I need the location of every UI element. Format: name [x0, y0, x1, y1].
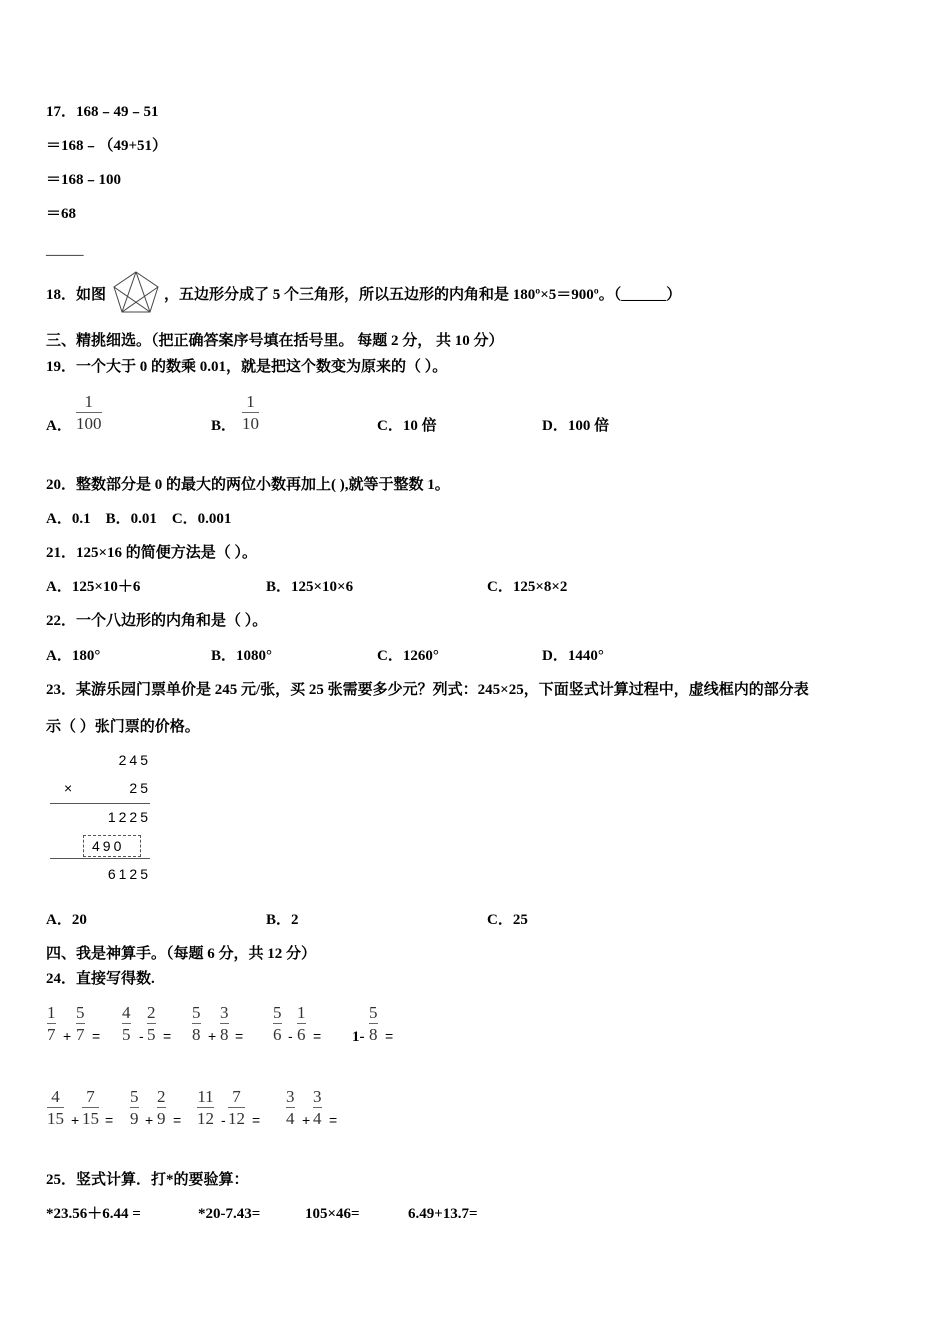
operator: -	[221, 1112, 226, 1128]
operator: +	[302, 1112, 311, 1128]
fraction: 5 9	[130, 1087, 139, 1128]
q23-option-b: B．2	[266, 912, 299, 928]
fraction: 7 15	[82, 1087, 99, 1128]
q19-stem: 19．一个大于 0 的数乘 0.01，就是把这个数变为原来的（ ）。	[46, 359, 448, 375]
q22-option-d: D．1440°	[542, 648, 604, 664]
q17-line-2: ＝168﹣（49+51）	[46, 138, 168, 154]
section3-title: 三、精挑细选。（把正确答案序号填在括号里。 每题 2 分， 共 10 分）	[46, 333, 504, 349]
fraction: 2 9	[157, 1087, 166, 1128]
fraction-numerator: 1	[84, 392, 93, 411]
q19-option-a-label: A．	[46, 418, 72, 434]
equals-sign: =	[173, 1112, 182, 1128]
q24-stem: 24．直接写得数.	[46, 971, 155, 987]
vertical-row-multiplicand: 245	[118, 752, 151, 768]
q17-line-3: ＝168﹣100	[46, 172, 122, 188]
q20-stem: 20．整数部分是 0 的最大的两位小数再加上( ),就等于整数 1。	[46, 477, 450, 493]
q19-option-b-label: B．	[211, 418, 237, 434]
q22-option-c: C．1260°	[377, 648, 439, 664]
q23-vertical-multiplication	[46, 750, 156, 890]
fraction: 5 8	[192, 1003, 201, 1044]
equals-sign: =	[163, 1028, 172, 1044]
q19-option-a-fraction	[76, 392, 102, 433]
q23-stem-line-1: 23．某游乐园门票单价是 245 元/张，买 25 张需要多少元？列式：245×25，下面竖式计算过程中，虚线框内的部分表	[46, 682, 809, 698]
fraction: 1 6	[297, 1003, 306, 1044]
fraction: 4 15	[47, 1087, 64, 1128]
vertical-partial-product-1: 1225	[107, 809, 151, 825]
q25-stem: 25．竖式计算．打*的要验算：	[46, 1172, 249, 1188]
equals-sign: =	[235, 1028, 244, 1044]
operator: +	[71, 1112, 80, 1128]
q22-option-a: A．180°	[46, 648, 101, 664]
fraction-denominator: 100	[76, 414, 102, 433]
q25-item-1: *23.56＋6.44 =	[46, 1206, 141, 1222]
q19-option-d: D．100 倍	[542, 418, 610, 434]
fraction: 4 5	[122, 1003, 131, 1044]
q22-stem: 22．一个八边形的内角和是（ ）。	[46, 613, 268, 629]
fraction-numerator: 1	[246, 392, 255, 411]
equals-sign: =	[252, 1112, 261, 1128]
operator: -	[288, 1028, 293, 1044]
q19-option-c: C．10 倍	[377, 418, 437, 434]
fraction: 3 4	[286, 1087, 295, 1128]
vertical-rule-2	[50, 858, 150, 859]
vertical-row-multiplier: 25	[129, 780, 151, 796]
q21-option-b: B．125×10×6	[266, 579, 354, 595]
fraction: 5 6	[273, 1003, 282, 1044]
section4-title: 四、我是神算手。（每题 6 分，共 12 分）	[46, 946, 317, 962]
q23-option-a: A．20	[46, 912, 87, 928]
q23-stem-line-2: 示（ ）张门票的价格。	[46, 719, 200, 735]
q21-option-c: C．125×8×2	[487, 579, 568, 595]
vertical-rule-1	[50, 803, 150, 804]
fraction: 3 4	[313, 1087, 322, 1128]
equals-sign: =	[385, 1028, 394, 1044]
equals-sign: =	[92, 1028, 101, 1044]
fraction: 7 12	[228, 1087, 245, 1128]
pentagon-figure-icon	[112, 270, 160, 314]
operator: +	[63, 1028, 72, 1044]
equals-sign: =	[329, 1112, 338, 1128]
fraction: 5 7	[76, 1003, 85, 1044]
q21-option-a: A．125×10＋6	[46, 579, 141, 595]
q20-options: A．0.1 B．0.01 C．0.001	[46, 511, 232, 527]
q25-item-3: 105×46=	[305, 1206, 360, 1222]
fraction: 1 7	[47, 1003, 56, 1044]
q17-answer-blank: _____	[46, 242, 84, 258]
operator: +	[208, 1028, 217, 1044]
fraction-denominator: 10	[242, 414, 259, 433]
operator: -	[139, 1028, 144, 1044]
vertical-product: 6125	[107, 866, 151, 882]
fraction: 11 12	[197, 1087, 214, 1128]
times-sign: ×	[64, 780, 76, 796]
q21-stem: 21．125×16 的简便方法是（ ）。	[46, 545, 258, 561]
fraction: 3 8	[220, 1003, 229, 1044]
q22-option-b: B．1080°	[211, 648, 273, 664]
q17-line-1: 17．168﹣49﹣51	[46, 104, 159, 120]
q18-statement: ，五边形分成了 5 个三角形，所以五边形的内角和是 180º×5＝900º。（______）	[164, 287, 682, 303]
q17-line-4: ＝68	[46, 206, 77, 222]
equals-sign: =	[313, 1028, 322, 1044]
equals-sign: =	[105, 1112, 114, 1128]
vertical-partial-product-2: 490	[92, 838, 125, 854]
fraction: 2 5	[147, 1003, 156, 1044]
lead-term: 1-	[352, 1029, 365, 1045]
q19-option-b-fraction	[242, 392, 259, 433]
q25-item-2: *20-7.43=	[198, 1206, 261, 1222]
q18-prefix: 18．如图	[46, 287, 107, 303]
operator: +	[145, 1112, 154, 1128]
fraction: 5 8	[369, 1003, 378, 1044]
q25-item-4: 6.49+13.7=	[408, 1206, 478, 1222]
q23-option-c: C．25	[487, 912, 528, 928]
